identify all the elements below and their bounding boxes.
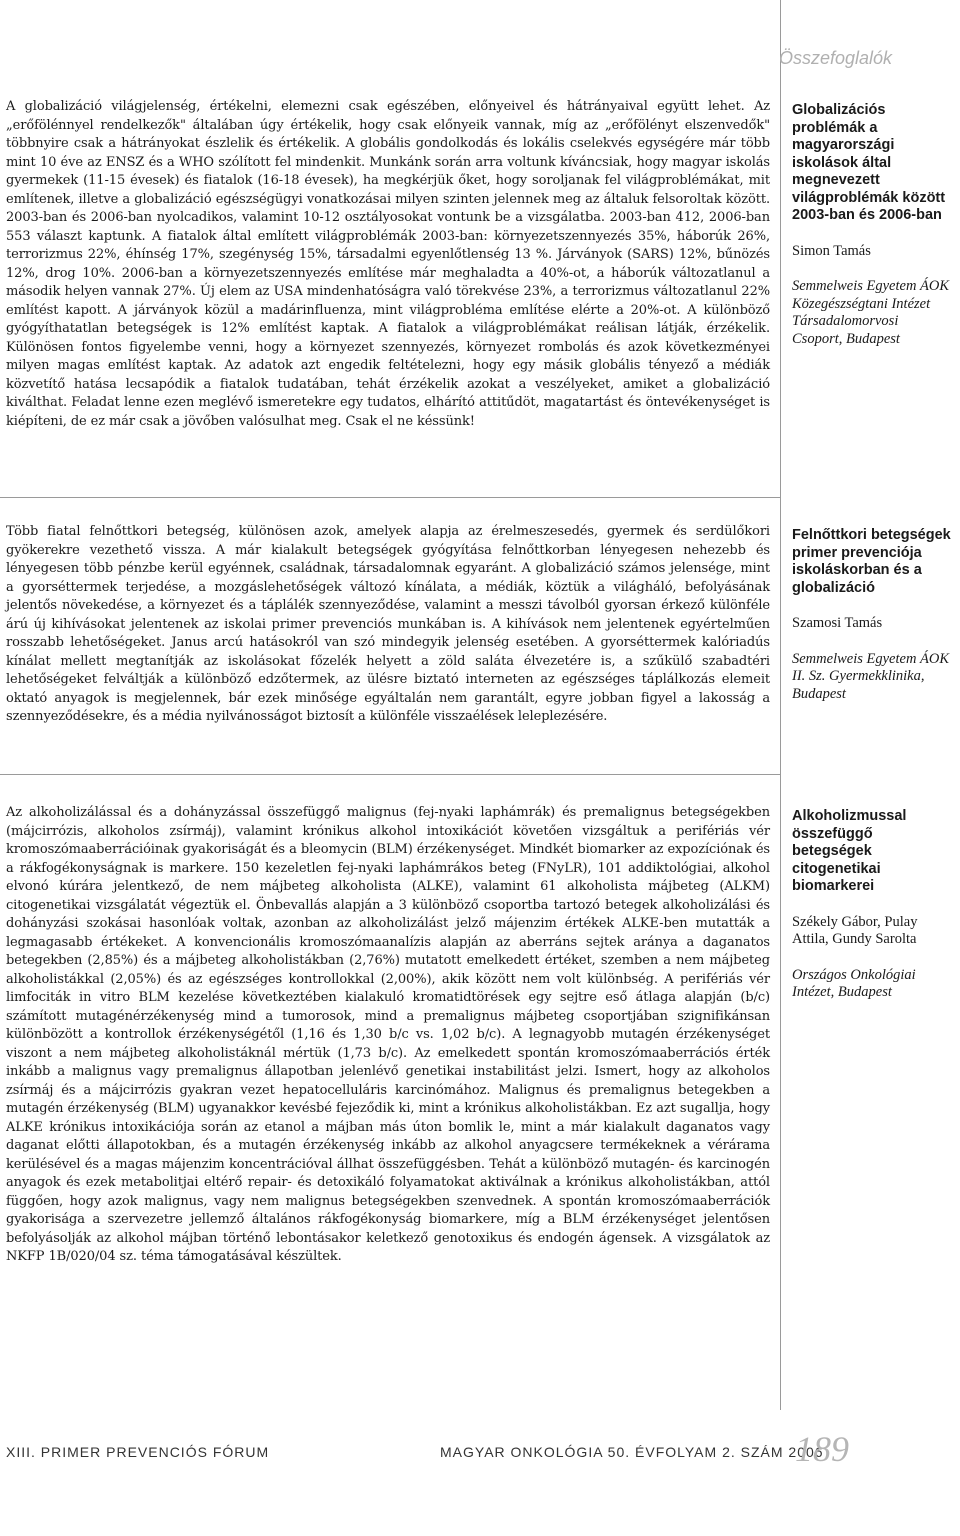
abstract-sidebar — [792, 808, 952, 1002]
abstract-authors: Simon Tamás — [792, 242, 871, 259]
abstract-sidebar — [792, 102, 952, 348]
abstract-body: Több fiatal felnőttkori betegség, különösen azok, amelyek alapja az érelmeszesedés, gyermek és serdülőkori gyökerekre vezethető vissza. A már kialakult betegségek gyógyítása felnőttkorban lényegesen nehezebb és lényegesen több pénzbe kerül egyénnek, családnak, társadalomnak egyaránt. A globalizáció számos jelensége, mint a gyorséttermek terjedése, a mozgáslehetőségek változó kínálata, a médiák, köztük a világháló, befolyásának jelentős növekedése, a környezet és a táplálék szennyeződése, valamint a messzi távolból gyorsan érkező különféle árú új kihívásokat jelentenek az iskolai primer prevenciós munkában is. A kihívások nem jelentenek egyértelműen rosszabb lehetőségeket. Janus arcú hatásokról van szó mindegyik jelenség esetében. A gyorséttermek kalóriadús kínálat mellett megtanítják az iskolásokat főzelék helyett a zöld saláta élvezetére is, a szűkülő szabadtéri lehetőségeket felváltják a különböző edzőtermek, az ülésre biztató interneten az egészséges táplálkozás elemeit oktató anyagok is megjelennek, bár ezek minősége egyáltalán nem garantált, egyre jobban figyel a lakosság a szennyeződésekre, és a média nyilvánosságot biztosít a különféle visszaélések leleplezésére. — [6, 524, 770, 724]
abstract-title: Globalizációs problémák a magyarországi iskolások által megnevezett világproblémák között 2003-ban és 2006-ban — [792, 102, 946, 223]
abstract-authors: Szamosi Tamás — [792, 615, 883, 631]
abstract-affiliation: Semmelweis Egyetem ÁOK Közegészségtani Intézet Társadalomorvosi Csoport, Budapest — [792, 278, 950, 347]
abstract-affiliation: Semmelweis Egyetem ÁOK II. Sz. Gyermekklinika, Budapest — [792, 650, 950, 702]
abstract-title: Alkoholizmussal összefüggő betegségek citogenetikai biomarkerei — [792, 808, 907, 894]
abstract-title: Felnőttkori betegségek primer prevenciója iskoláskorban és a globalizáció — [792, 527, 951, 596]
section-divider — [0, 497, 780, 498]
column-divider — [780, 0, 781, 1410]
abstract-affiliation: Országos Onkológiai Intézet, Budapest — [792, 966, 916, 1000]
abstract-body: Az alkoholizálással és a dohányzással összefüggő malignus (fej-nyaki laphámrák) és premalignus betegségekben (májcirrózis, alkoholos zsírmáj), valamint krónikus alkohol intoxikációt követően vizsgáltuk a perifériás vér kromoszómaaberrációinak gyakoriságát és a bleomycin (BLM) érzékenységet. Mindkét biomarker az expozíciónak és a rákfogékonyságnak is markere. 150 kezeletlen fej-nyaki laphámrákos beteg (FNyLR), 101 addiktológiai, alkohol elvonó kúrára jelentkező, de nem májbeteg alkoholista (ALKE), valamint 61 alkoholista májbeteg (ALKM) citogenetikai vizsgálatát végeztük el. Önbevallás alapján a 3 különböző csoportba tartozó betegek alkoholizálási és dohányzási szokásai hasonlóak voltak, azonban az alkoholizálást jelző májenzim értékek ALKE-ben mutatták a legmagasabb értékeket. A konvencionális kromoszómaanalízis alapján az aberráns sejtek aránya a daganatos betegekben (2,85%) és a májbeteg alkoholistákban (2,76%) mutatott emelkedett értéket, szemben a nem májbeteg alkoholistákkal (2,05%) és az egészséges kontrollokkal (2,00%), akik között nem volt különbség. A perifériás vér limfociták in vitro BLM kezelése következtében kialakuló kromatidtörések egy sejtre eső átlaga alapján (b/c) számított mutagénérzékenység mind a tumorosok, mind a premalignus májbeteg csoportjában szignifikánsan különbözött a kontrollok érzékenységétől (1,16 és 1,30 b/c vs. 1,02 b/c). A legnagyobb mutagén érzékenységet viszont a nem májbeteg alkoholistáknál mértük (1,73 b/c). Az emelkedett spontán kromoszómaaberrációs érték inkább a malignus vagy premalignus állapotban jelenlévő genetikai instabilitást jelzi. Ismert, hogy az alkoholos zsírmáj és a májcirrózis gyakran vezet hepatocelluláris karcinómához. Malignus és premalignus betegekben a mutagén érzékenység (BLM) ugyanakkor kevésbé fejeződik ki, mint a krónikus alkoholistákban. Ez azt sugallja, hogy ALKE krónikus intoxikációja során az etanol a májban más úton bomlik le, mint a már kialakult daganatos vagy daganat előtti állapotokban, és a mutagén érzékenység inkább az alkohol anyagcsere termékeknek a vérárama kerülésével és a magas májenzim koncentrációval állhat összefüggésben. Tehát a különböző mutagén- és karcinogén anyagok és ezek metabolitjai eltérő repair- és detoxikáló folyamatokat aktiválnak a krónikus alkoholistákban, attól függően, hogy azok malignus, vagy nem malignus betegségekben szenvednek. A spontán kromoszómaaberrációk gyakorisága a szervezetre jellemző általános rákfogékonyság biomarkere, míg a BLM érzékenységet jelentősen befolyásolják az alkohol májban történő lebontásakor keletkező genotoxikus és endogén ágensek. A vizsgálatok az NKFP 1B/020/04 sz. téma támogatásával készültek. — [6, 805, 770, 1264]
abstract-body: A globalizáció világjelenség, értékelni, elemezni csak egészében, előnyeivel és hátrányaival együtt lehet. Az „erőfölénnyel rendelkezők" általában úgy értékelik, hogy csak előnyeik vannak, míg az „erőfölényt elszenvedők" többnyire csak a hátrányokat észlelik és értékelik. A globális gondolkodás és lokális cselekvés egységére már több mint 10 éve az ENSZ és a WHO szólított fel mindenkit. Munkánk során arra voltunk kíváncsiak, hogy magyar iskolás gyermekek (11-15 évesek) és fiatalok (16-18 évesek), ha megkérjük őket, hogy soroljanak fel világproblémákat, mit említenek, illetve a globalizáció egészségügyi vonatkozásai milyen szinten jelennek meg az általuk felsoroltak között. 2003-ban és 2006-ban nyolcadikos, valamint 10-12 osztályosokat vontunk be a vizsgálatba. 2003-ban 412, 2006-ban 553 választ kaptunk. A fiatalok által említett világproblémák 2003-ban: környezetszennyezés 35%, háborúk 26%, terrorizmus 22%, éhínség 17%, szegénység 15%, társadalmi egyenlőtlenség 13 %. Járványok (SARS) 12%, bűnözés 12%, drog 10%. 2006-ban a környezetszennyezés említése már meghaladta a 40%-ot, a háborúk változatlanul a második helyen vannak 27%. Új elem az USA mindenhatóságra való törekvése 23%, a terrorizmus változatlanul 22% említést kapott. A járványok közül a madárinfluenza, mint világprobléma említése elérte a 20%-ot. A különböző gyógyíthatatlan betegségek is 12% említést kaptak. A fiatalok a világproblémákat reálisan látják, érzékelik. Különösen fontos figyelembe venni, hogy a környezet szennyezés, környezet rombolás és azok következményei milyen magas említést kaptak. Az adatok azt engedik feltételezni, hogy egy másik globális tényező a médiák közvetítő hatása lecsapódik a fiatalok tudatában, tehát érzékelik azokat a veszélyeket, amiket a globalizáció kiválthat. Feladat lenne ezen meglévő ismeretekre egy tudatos, elhárító attitűdöt, magatartást és öntevékenységet is kiépíteni, de ez már csak a jövőben valósulhat meg. Csak el ne késsünk! — [6, 99, 770, 429]
abstract-authors: Székely Gábor, Pulay Attila, Gundy Sarolta — [792, 913, 918, 947]
abstract-sidebar — [792, 527, 952, 703]
section-divider — [0, 774, 780, 775]
footer-event-name: XIII. PRIMER PREVENCIÓS FÓRUM — [6, 1444, 270, 1460]
footer-journal-info: MAGYAR ONKOLÓGIA 50. ÉVFOLYAM 2. SZÁM 2006 — [440, 1444, 824, 1460]
section-label: Összefoglalók — [778, 48, 892, 68]
page-number: 189 — [795, 1429, 849, 1469]
